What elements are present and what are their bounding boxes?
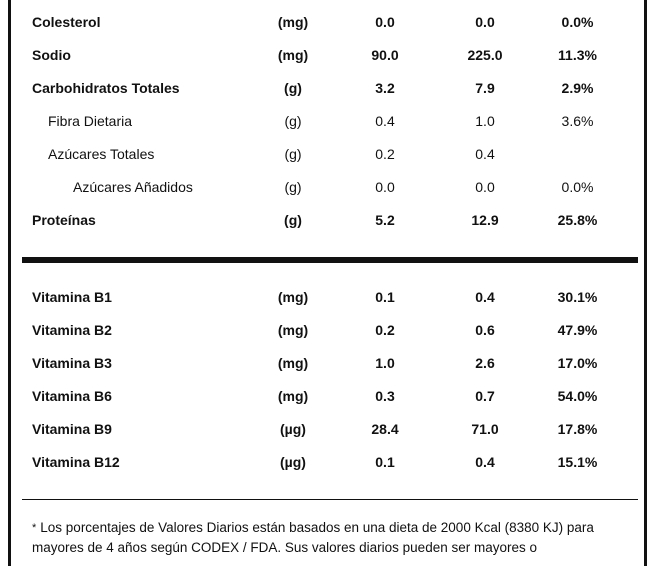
section-divider-thin: [22, 499, 638, 500]
per-serving-value: 1.0: [375, 355, 395, 371]
table-row: [0, 39, 659, 72]
nutrient-unit: (µg): [280, 421, 306, 437]
footnote-marker: *: [32, 522, 37, 534]
table-row: [0, 413, 659, 446]
per-serving-value: 0.0: [375, 179, 395, 195]
per-serving-value: 0.0: [375, 14, 395, 30]
per-serving-value: 0.3: [375, 388, 395, 404]
per-100-value: 0.4: [475, 454, 495, 470]
nutrient-unit: (g): [284, 146, 302, 162]
per-serving-value: 0.2: [375, 146, 395, 162]
nutrient-name: Vitamina B9: [32, 421, 112, 437]
daily-value-percent: 3.6%: [561, 113, 594, 129]
per-100-value: 7.9: [475, 80, 495, 96]
daily-value-percent: 47.9%: [557, 322, 598, 338]
per-100-value: 12.9: [471, 212, 499, 228]
nutrient-unit: (g): [284, 212, 302, 228]
nutrient-unit: (mg): [277, 388, 309, 404]
nutrient-name: Vitamina B3: [32, 355, 112, 371]
footnote: [32, 518, 637, 558]
per-100-value: 1.0: [475, 113, 495, 129]
daily-value-percent: 17.0%: [557, 355, 598, 371]
table-row: [0, 281, 659, 314]
table-row: [0, 138, 659, 171]
per-100-value: 0.0: [475, 179, 495, 195]
nutrient-name: Vitamina B12: [32, 454, 120, 470]
table-row: [0, 446, 659, 479]
nutrient-name: Vitamina B1: [32, 289, 112, 305]
per-100-value: 0.4: [475, 146, 495, 162]
per-100-value: 71.0: [471, 421, 499, 437]
nutrient-name: Azúcares Totales: [48, 146, 155, 162]
daily-value-percent: 17.8%: [557, 421, 598, 437]
per-serving-value: 0.2: [375, 322, 395, 338]
nutrient-unit: (g): [284, 179, 302, 195]
table-row: [0, 105, 659, 138]
per-100-value: 0.4: [475, 289, 495, 305]
per-serving-value: 28.4: [371, 421, 399, 437]
table-row: [0, 6, 659, 39]
nutrient-name: Fibra Dietaria: [48, 113, 133, 129]
nutrient-unit: (g): [284, 80, 302, 96]
nutrient-unit: (mg): [277, 14, 309, 30]
daily-value-percent: 11.3%: [558, 47, 597, 63]
nutrient-name: Proteínas: [32, 212, 96, 228]
table-row: [0, 72, 659, 105]
nutrient-unit: (g): [284, 113, 302, 129]
daily-value-percent: 54.0%: [557, 388, 598, 404]
nutrient-name: Sodio: [32, 47, 71, 63]
per-serving-value: 3.2: [375, 80, 395, 96]
per-100-value: 225.0: [467, 47, 503, 63]
daily-value-percent: 0.0%: [561, 14, 594, 30]
nutrient-unit: (µg): [280, 454, 306, 470]
daily-value-percent: 2.9%: [561, 80, 594, 96]
daily-value-percent: 0.0%: [561, 179, 594, 195]
nutrient-unit: (mg): [277, 47, 309, 63]
nutrient-unit: (mg): [277, 355, 309, 371]
table-row: [0, 380, 659, 413]
per-serving-value: 0.1: [375, 454, 395, 470]
per-serving-value: 5.2: [375, 212, 395, 228]
section-divider-thick: [22, 257, 638, 263]
per-100-value: 2.6: [475, 355, 495, 371]
nutrient-unit: (mg): [277, 322, 309, 338]
nutrient-name: Azúcares Añadidos: [73, 179, 193, 195]
per-100-value: 0.7: [475, 388, 495, 404]
per-serving-value: 0.1: [375, 289, 395, 305]
per-serving-value: 0.4: [375, 113, 395, 129]
per-serving-value: 90.0: [371, 47, 399, 63]
footnote-text: Los porcentajes de Valores Diarios están basados en una dieta de 2000 Kcal (8380 KJ) para mayores de 4 años según CODEX / FDA. Sus valores diarios pueden ser mayores o: [32, 520, 594, 555]
nutrient-name: Carbohidratos Totales: [32, 80, 180, 96]
nutrient-name: Vitamina B2: [32, 322, 112, 338]
table-row: [0, 171, 659, 204]
nutrient-unit: (mg): [277, 289, 309, 305]
per-100-value: 0.0: [475, 14, 495, 30]
table-row: [0, 204, 659, 237]
daily-value-percent: 15.1%: [557, 454, 598, 470]
nutrient-name: Vitamina B6: [32, 388, 112, 404]
table-row: [0, 314, 659, 347]
daily-value-percent: 30.1%: [557, 289, 598, 305]
nutrient-name: Colesterol: [32, 14, 101, 30]
daily-value-percent: 25.8%: [557, 212, 598, 228]
table-row: [0, 347, 659, 380]
per-100-value: 0.6: [475, 322, 495, 338]
